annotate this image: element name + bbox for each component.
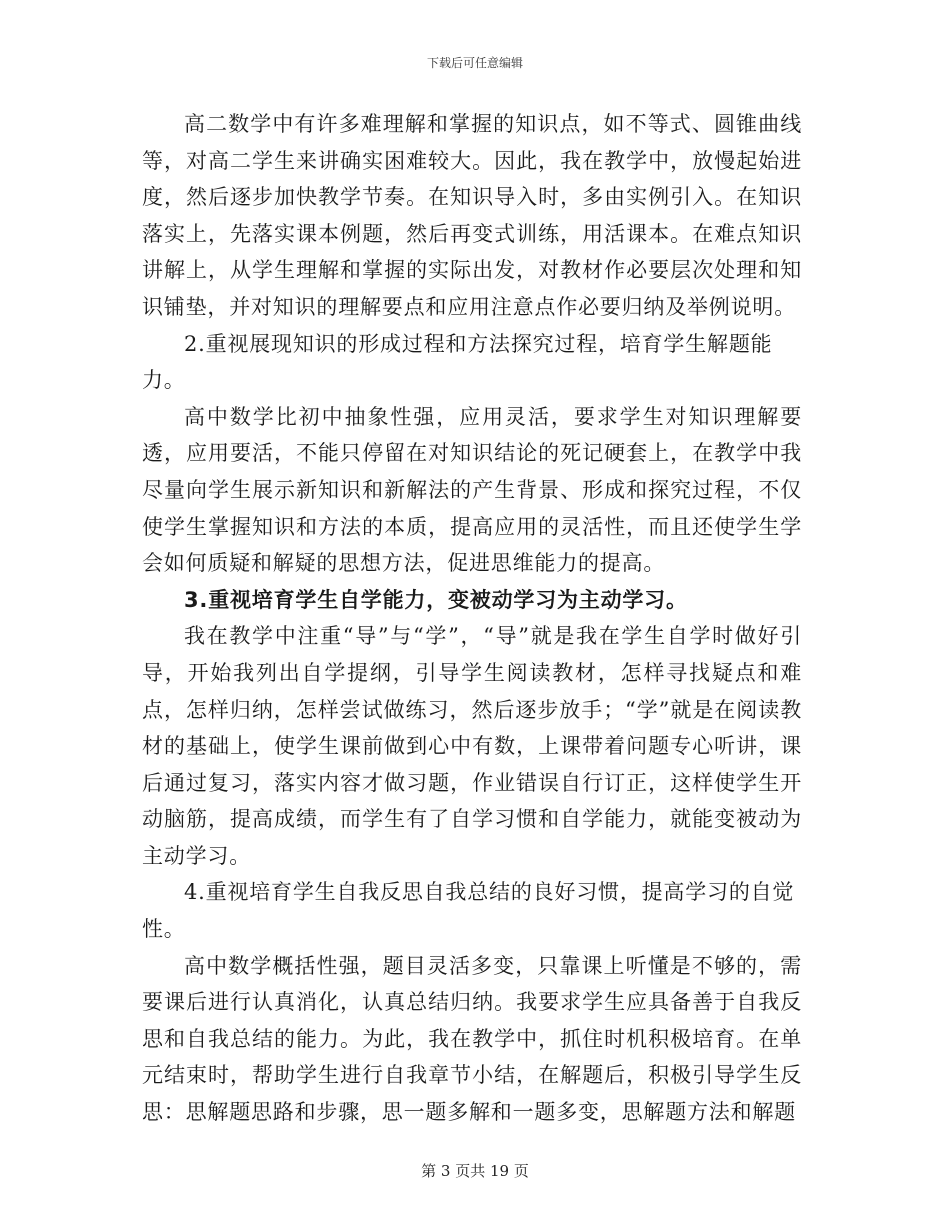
page-header-note: 下载后可任意编辑 <box>426 56 523 70</box>
paragraph-knowledge-process: 高中数学比初中抽象性强，应用灵活，要求学生对知识理解要透，应用要活，不能只停留在对知识结论的死记硬套上，在教学中我尽量向学生展示新知识和新解法的产生背景、形成和探究过程，不仅使学生掌握知识和方法的本质，提高应用的灵活性，而且还使学生学会如何质疑和解疑的思想方法，促进思维能力的提高。 <box>142 404 802 576</box>
section-heading-3: 3.重视培育学生自学能力，变被动学习为主动学习。 <box>184 587 688 612</box>
section-heading-2: 2.重视展现知识的形成过程和方法探究过程，培育学生解题能力。 <box>142 331 773 393</box>
paragraph-self-study: 我在教学中注重“导”与“学”，“导”就是我在学生自学时做好引导，开始我列出自学提纲，引导学生阅读教材，怎样寻找疑点和难点，怎样归纳，怎样尝试做练习，然后逐步放手；“学”就是在阅读教材的基础上，使学生课前做到心中有数，上课带着问题专心听讲，课后通过复习，落实内容才做习题，作业错误自行订正，这样使学生开动脑筋，提高成绩，而学生有了自学习惯和自学能力，就能变被动为主动学习。 <box>142 624 802 868</box>
page-number: 第 3 页共 19 页 <box>421 1162 529 1180</box>
document-body <box>142 106 802 1131</box>
paragraph-difficulty-pacing: 高二数学中有许多难理解和掌握的知识点，如不等式、圆锥曲线等，对高二学生来讲确实困难较大。因此，我在教学中，放慢起始进度，然后逐步加快教学节奏。在知识导入时，多由实例引入。在知识落实上，先落实课本例题，然后再变式训练，用活课本。在难点知识讲解上，从学生理解和掌握的实际出发，对教材作必要层次处理和知识铺垫，并对知识的理解要点和应用注意点作必要归纳及举例说明。 <box>142 112 802 319</box>
paragraph-reflection: 高中数学概括性强，题目灵活多变，只靠课上听懂是不够的，需要课后进行认真消化，认真总结归纳。我要求学生应具备善于自我反思和自我总结的能力。为此，我在教学中，抓住时机积极培育。在单元结束时，帮助学生进行自我章节小结，在解题后，积极引导学生反思：思解题思路和步骤，思一题多解和一题多变，思解题方法和解题 <box>142 953 802 1125</box>
section-heading-4: 4.重视培育学生自我反思自我总结的良好习惯，提高学习的自觉性。 <box>142 880 795 942</box>
